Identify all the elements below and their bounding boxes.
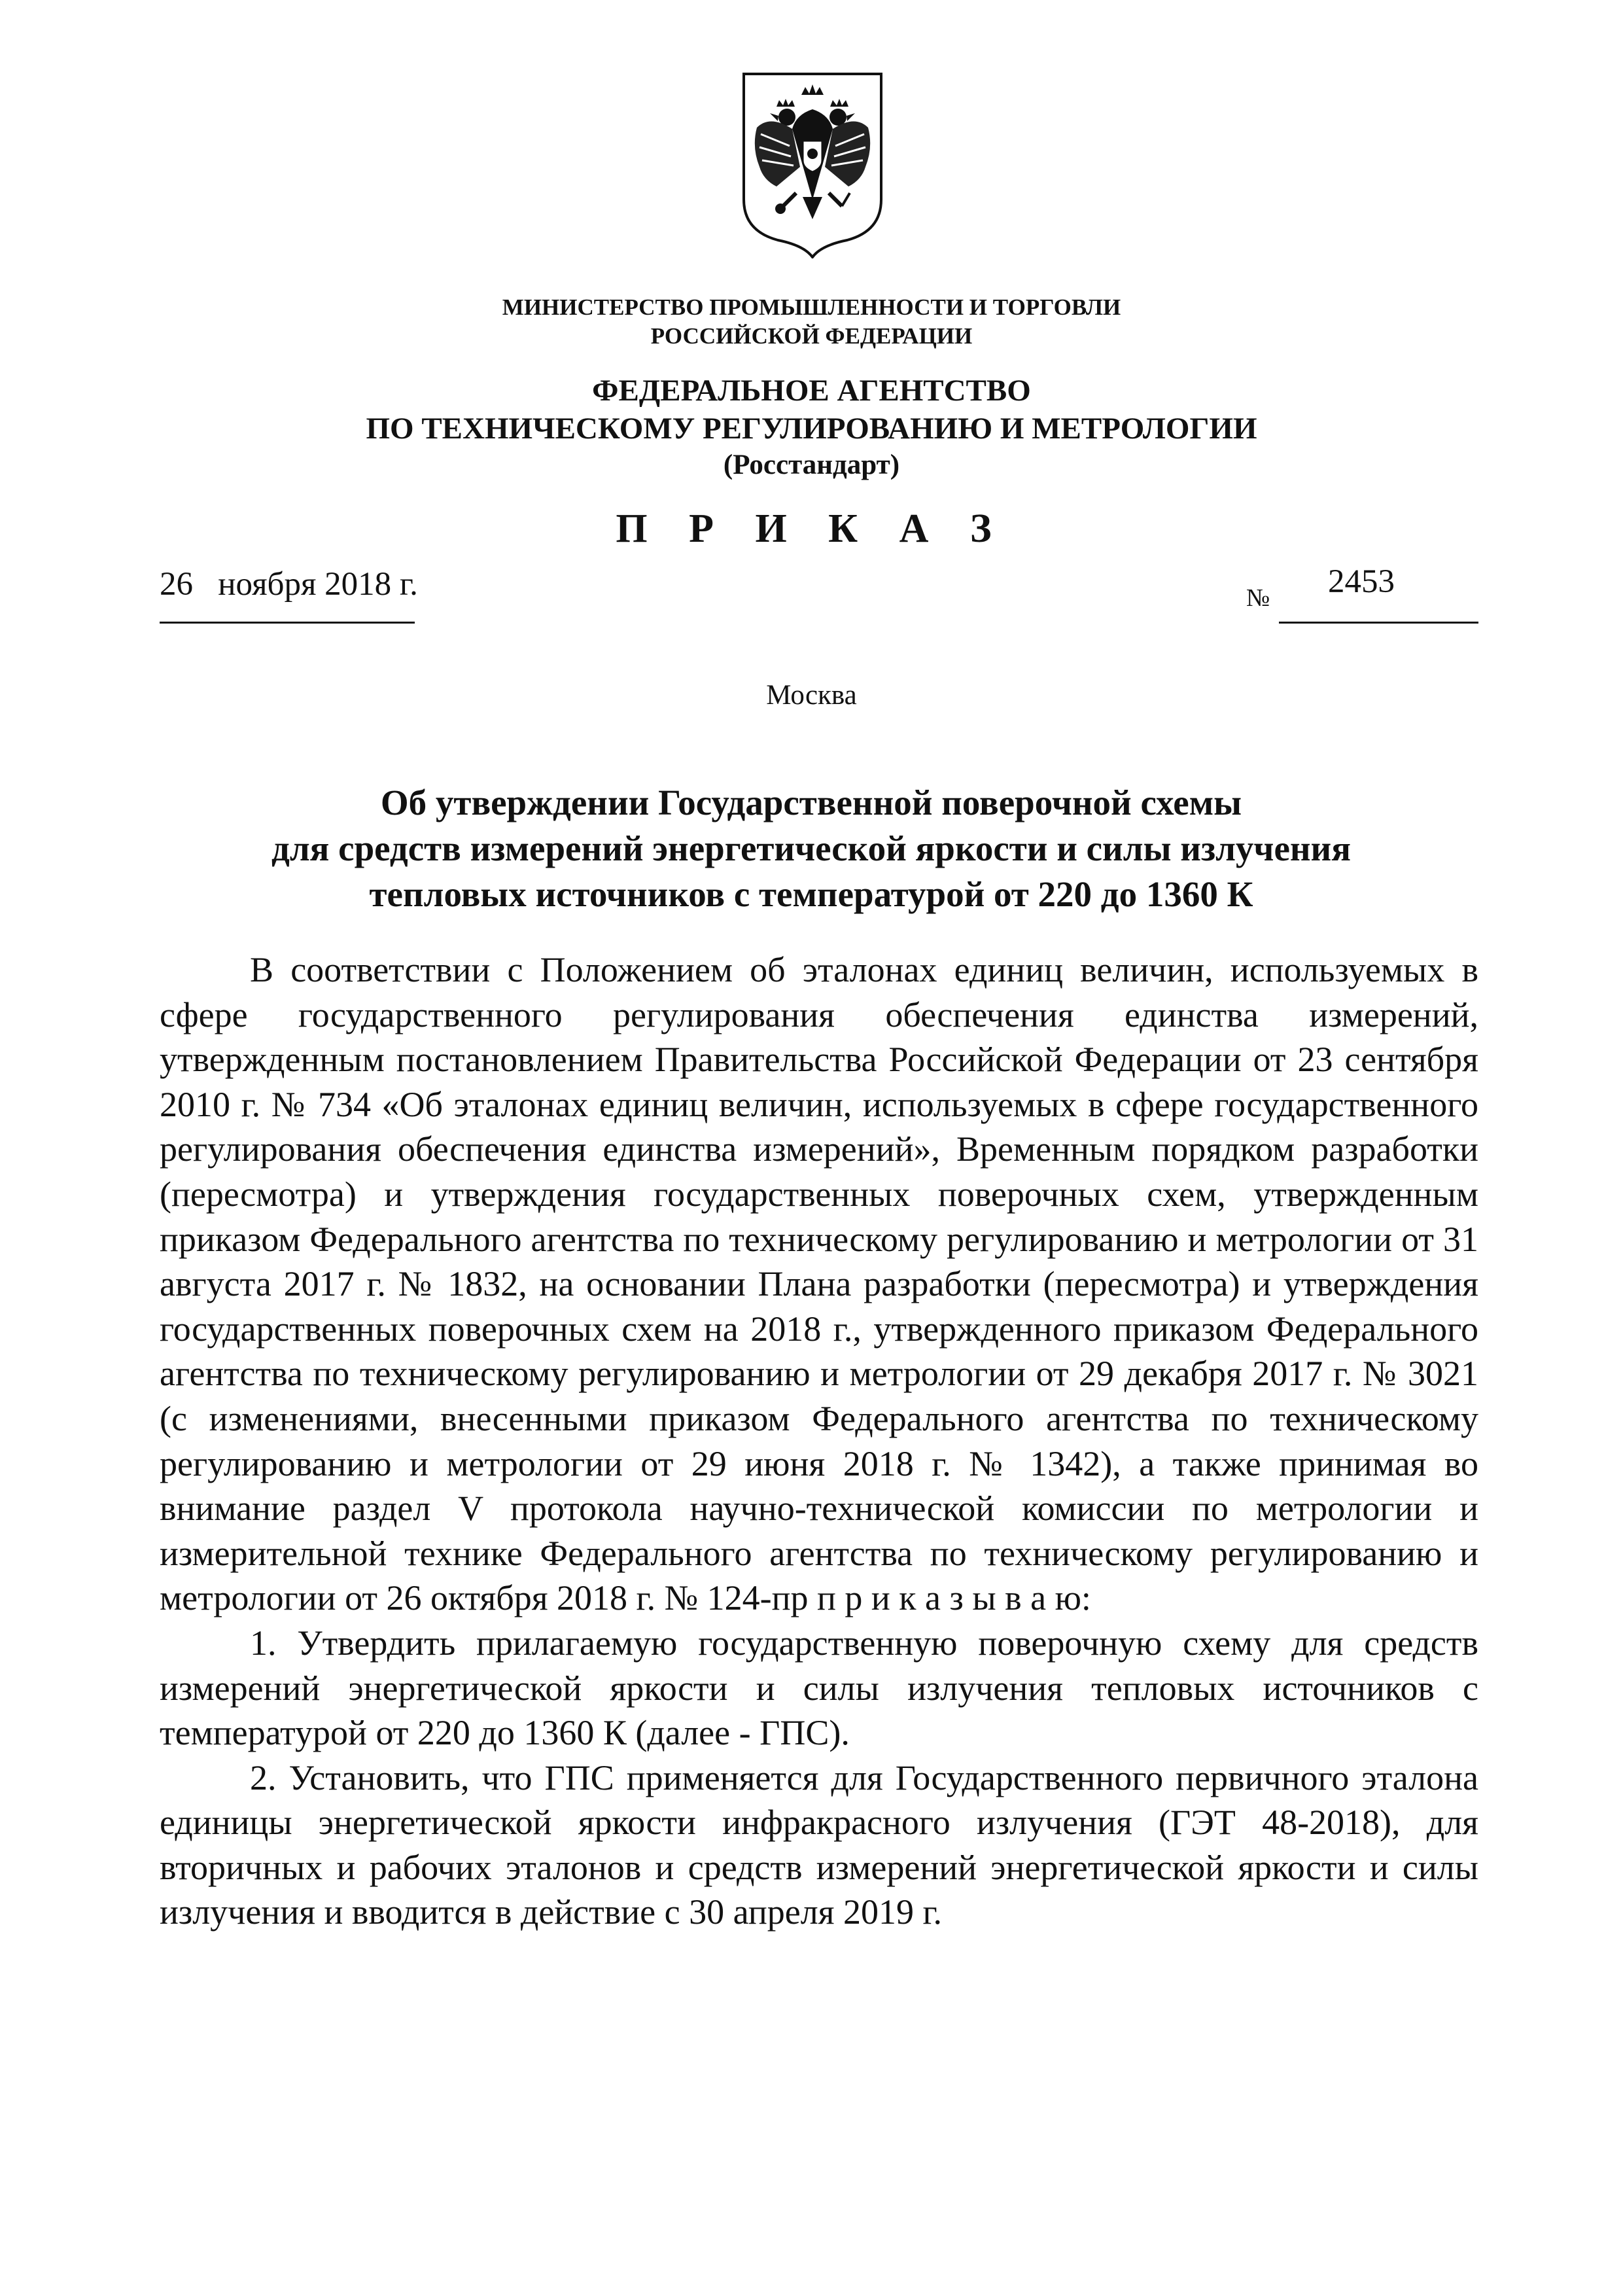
document-body: [160, 947, 1478, 1935]
body-paragraph-item-2: 2. Установить, что ГПС применяется для Государственного первичного эталона единицы энергетической яркости инфракрасного излучения (ГЭТ 48-2018), для вторичных и рабочих эталонов и средств измерений энергетической яркости и силы излучения и вводится в действие с 30 апреля 2019 г.: [160, 1757, 1478, 1932]
body-paragraph-preamble: В соответствии с Положением об эталонах единиц величин, используемых в сфере государственного регулирования обеспечения единства измерений, утвержденным постановлением Правительства Российской Федерации от 23 сентября 2010 г. № 734 «Об эталонах единиц величин, используемых в сфере государственного регулирования обеспечения единства измерений», Временным порядком разработки (пересмотра) и утверждения государственных поверочных схем, утвержденным приказом Федерального агентства по техническому регулированию и метрологии от 31 августа 2017 г. № 1832, на основании Плана разработки (пересмотра) и утверждения государственных поверочных схем на 2018 г., утвержденного приказом Федерального агентства по техническому регулированию и метрологии от 29 декабря 2017 г. № 3021 (с изменениями, внесенными приказом Федерального агентства по техническому регулированию и метрологии от 29 июня 2018 г. № 1342), а также принимая во внимание раздел V протокола научно-технической комиссии по метрологии и измерительной технике Федерального агентства по техническому регулированию и метрологии от 26 октября 2018 г. № 124-пр п р и к а з ы в а ю:: [160, 950, 1478, 1618]
document-title-line3: тепловых источников с температурой от 220 до 1360 К: [369, 874, 1253, 914]
document-date: 26 ноября 2018 г.: [160, 566, 418, 603]
double-headed-eagle-icon: [737, 69, 888, 258]
body-paragraph-item-1: 1. Утвердить прилагаемую государственную поверочную схему для средств измерений энергетической яркости и силы излучения тепловых источников с температурой от 220 до 1360 К (далее - ГПС).: [160, 1623, 1478, 1753]
number-sign: №: [1246, 584, 1270, 612]
document-title-line1: Об утверждении Государственной поверочной схемы: [380, 783, 1242, 822]
document-type-heading: П Р И К А З: [616, 506, 1007, 551]
agency-name-line2: ПО ТЕХНИЧЕСКОМУ РЕГУЛИРОВАНИЮ И МЕТРОЛОГИИ: [366, 412, 1257, 446]
document-city: Москва: [766, 680, 857, 711]
document-number: 2453: [1328, 563, 1395, 600]
date-underline: [160, 622, 415, 624]
agency-name-line1: ФЕДЕРАЛЬНОЕ АГЕНТСТВО: [592, 374, 1031, 408]
number-underline: [1279, 622, 1478, 624]
ministry-name-line1: МИНИСТЕРСТВО ПРОМЫШЛЕННОСТИ И ТОРГОВЛИ: [502, 294, 1121, 320]
agency-short-name: (Росстандарт): [723, 450, 900, 480]
ministry-name-line2: РОССИЙСКОЙ ФЕДЕРАЦИИ: [650, 323, 973, 349]
coat-of-arms-emblem: [737, 69, 888, 258]
document-title-line2: для средств измерений энергетической яркости и силы излучения: [271, 828, 1351, 868]
